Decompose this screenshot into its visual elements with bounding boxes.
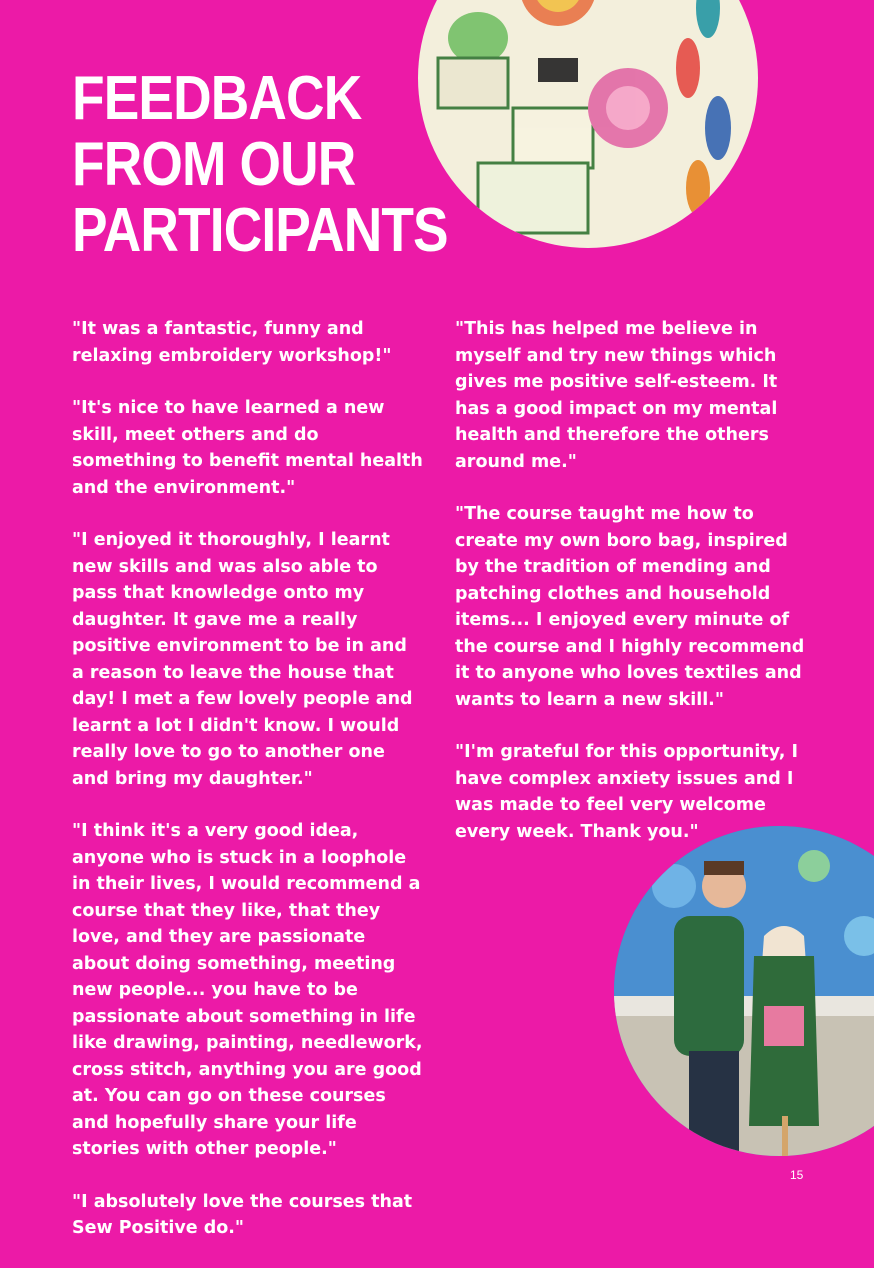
page-title	[72, 66, 448, 264]
quote-item: "It's nice to have learned a new skill, meet others and do something to benefit mental health and the environment."	[72, 398, 423, 498]
title-line-3: PARTICIPANTS	[72, 196, 448, 265]
quotes-right-column	[455, 316, 807, 871]
title-line-2: FROM OUR	[72, 130, 356, 199]
page-number: 15	[790, 1168, 804, 1182]
quotes-left-column	[72, 316, 424, 1268]
title-line-1: FEEDBACK	[72, 64, 362, 133]
quote-item: "This has helped me believe in myself and try new things which gives me positive self-esteem. It has a good impact on my mental health and therefore the others around me."	[455, 319, 778, 472]
quote-item: "I enjoyed it thoroughly, I learnt new skills and was also able to pass that knowledge onto my daughter. It gave me a really positive environment to be in and a reason to leave the house that day! I met a few lovely people and learnt a lot I didn't know. I would really love to go to another one and bring my daughter."	[72, 530, 413, 789]
quote-item: "I absolutely love the courses that Sew Positive do."	[72, 1191, 413, 1238]
quote-item: "I think it's a very good idea, anyone who is stuck in a loophole in their lives, I would recommend a course that they like, that they love, and they are passionate about doing something, meeting new people... you have to be passionate about something in life like drawing, painting, needlework, cross stitch, anything you are good at. You can go on these courses and hopefully share your life stories with other people."	[72, 821, 423, 1159]
fabric-photo	[418, 0, 758, 248]
quote-item: "It was a fantastic, funny and relaxing embroidery workshop!"	[72, 319, 392, 366]
participant-photo	[614, 826, 874, 1156]
quote-item: "I'm grateful for this opportunity, I have complex anxiety issues and I was made to feel very welcome every week. Thank you."	[455, 742, 799, 842]
quote-item: "The course taught me how to create my own boro bag, inspired by the tradition of mending and patching clothes and household items... I enjoyed every minute of the course and I highly recommend it to anyone who loves textiles and wants to learn a new skill."	[455, 504, 805, 710]
